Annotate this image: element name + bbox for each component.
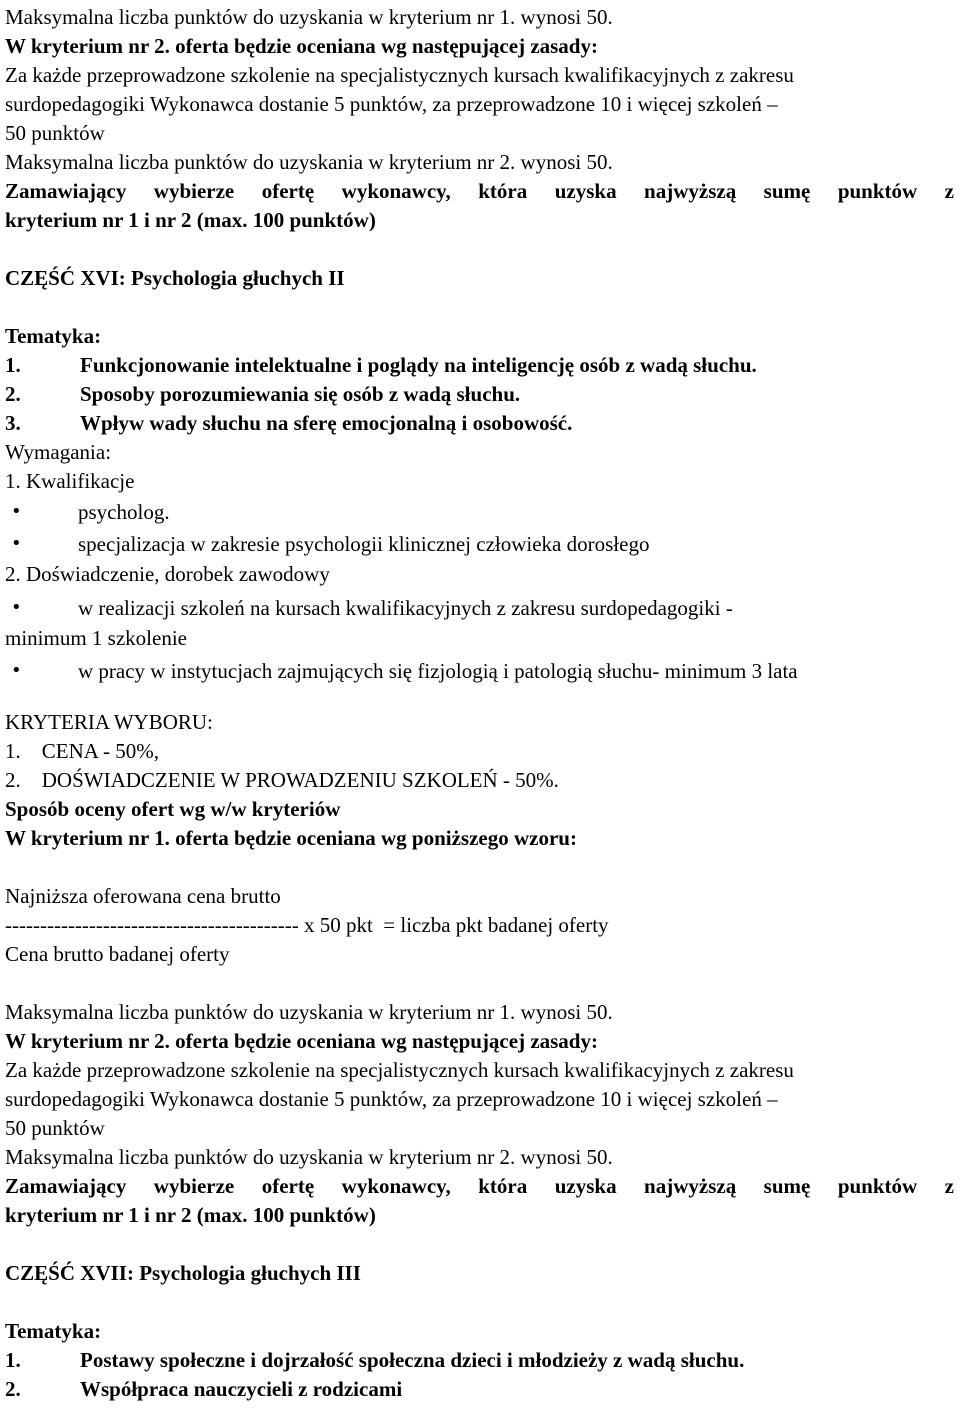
part-16-topic-3 bbox=[5, 409, 954, 438]
formula-numerator: Najniższa oferowana cena brutto bbox=[5, 884, 281, 908]
kwalifikacje-item-2: • specjalizacja w zakresie psychologii klinicznej człowieka dorosłego bbox=[5, 528, 954, 560]
doswiadczenie-label: 2. Doświadczenie, dorobek zawodowy bbox=[5, 562, 330, 586]
wymagania-label: Wymagania: bbox=[5, 440, 112, 464]
criterion-2-rule-line-1: Za każde przeprowadzone szkolenie na specjalistycznych kursach kwalifikacyjnych z zakresu bbox=[5, 63, 794, 87]
criterion-2-rule-line-3: 50 punktów bbox=[5, 121, 105, 145]
doswiadczenie-item-2: • w pracy w instytucjach zajmujących się fizjologią i patologią słuchu- minimum 3 lata bbox=[5, 656, 954, 686]
part-16-title: CZĘŚĆ XVI: Psychologia głuchych II bbox=[5, 266, 345, 290]
criterion-2-rule-b-line-2: surdopedagogiki Wykonawca dostanie 5 punktów, za przeprowadzone 10 i więcej szkoleń – bbox=[5, 1087, 778, 1111]
sposob-oceny-heading: Sposób oceny ofert wg w/w kryteriów bbox=[5, 797, 341, 821]
topic-text: Funkcjonowanie intelektualne i poglądy na inteligencję osób z wadą słuchu. bbox=[80, 353, 757, 377]
topic-number: 1. bbox=[5, 353, 21, 377]
max-points-criterion-1-b: Maksymalna liczba punktów do uzyskania w kryterium nr 1. wynosi 50. bbox=[5, 1000, 613, 1024]
kryterium-cena: 1. CENA - 50%, bbox=[5, 739, 159, 763]
part-17-title: CZĘŚĆ XVII: Psychologia głuchych III bbox=[5, 1261, 361, 1285]
part-16-tematyka-label: Tematyka: bbox=[5, 324, 102, 348]
selection-rule-b-line-2: kryterium nr 1 i nr 2 (max. 100 punktów) bbox=[5, 1203, 376, 1227]
part-16-topic-1 bbox=[5, 351, 954, 380]
selection-rule-b-line-1: Zamawiający wybierze ofertę wykonawcy, która uzyska najwyższą sumę punktów z bbox=[5, 1174, 954, 1198]
topic-text: Postawy społeczne i dojrzałość społeczna dzieci i młodzieży z wadą słuchu. bbox=[80, 1348, 745, 1372]
criterion-2-rule-b-line-3: 50 punktów bbox=[5, 1116, 105, 1140]
kryteria-heading: KRYTERIA WYBORU: bbox=[5, 710, 213, 734]
selection-rule-line-1: Zamawiający wybierze ofertę wykonawcy, która uzyska najwyższą sumę punktów z bbox=[5, 179, 954, 203]
criterion-2-rule-b-line-1: Za każde przeprowadzone szkolenie na specjalistycznych kursach kwalifikacyjnych z zakresu bbox=[5, 1058, 794, 1082]
max-points-criterion-2-b: Maksymalna liczba punktów do uzyskania w kryterium nr 2. wynosi 50. bbox=[5, 1145, 613, 1169]
topic-number: 1. bbox=[5, 1348, 21, 1372]
topic-number: 2. bbox=[5, 1377, 21, 1401]
topic-number: 2. bbox=[5, 382, 21, 406]
criterion-1-heading: W kryterium nr 1. oferta będzie oceniana wg poniższego wzoru: bbox=[5, 826, 577, 850]
part-17-topic-2 bbox=[5, 1375, 954, 1404]
kwalifikacje-label: 1. Kwalifikacje bbox=[5, 469, 135, 493]
max-points-criterion-2: Maksymalna liczba punktów do uzyskania w kryterium nr 2. wynosi 50. bbox=[5, 150, 613, 174]
part-17-topic-1 bbox=[5, 1346, 954, 1375]
formula-denominator: Cena brutto badanej oferty bbox=[5, 942, 230, 966]
kryterium-doswiadczenie: 2. DOŚWIADCZENIE W PROWADZENIU SZKOLEŃ - 50%. bbox=[5, 768, 559, 792]
max-points-criterion-1: Maksymalna liczba punktów do uzyskania w kryterium nr 1. wynosi 50. bbox=[5, 5, 613, 29]
topic-text: Sposoby porozumiewania się osób z wadą słuchu. bbox=[80, 382, 521, 406]
doswiadczenie-item-1-cont: minimum 1 szkolenie bbox=[5, 626, 187, 650]
topic-text: Współpraca nauczycieli z rodzicami bbox=[80, 1377, 403, 1401]
topic-number: 3. bbox=[5, 411, 21, 435]
formula-line: ------------------------------------------ x 50 pkt = liczba pkt badanej oferty bbox=[5, 913, 609, 937]
doswiadczenie-item-1: • w realizacji szkoleń na kursach kwalifikacyjnych z zakresu surdopedagogiki - bbox=[5, 593, 954, 623]
kwalifikacje-item-1: • psycholog. bbox=[5, 496, 954, 528]
criterion-2-heading-b: W kryterium nr 2. oferta będzie oceniana wg następującej zasady: bbox=[5, 1029, 598, 1053]
criterion-2-rule-line-2: surdopedagogiki Wykonawca dostanie 5 punktów, za przeprowadzone 10 i więcej szkoleń – bbox=[5, 92, 778, 116]
criterion-2-heading: W kryterium nr 2. oferta będzie oceniana wg następującej zasady: bbox=[5, 34, 598, 58]
part-17-tematyka-label: Tematyka: bbox=[5, 1319, 102, 1343]
part-16-topic-2 bbox=[5, 380, 954, 409]
selection-rule-line-2: kryterium nr 1 i nr 2 (max. 100 punktów) bbox=[5, 208, 376, 232]
topic-text: Wpływ wady słuchu na sferę emocjonalną i osobowość. bbox=[80, 411, 573, 435]
